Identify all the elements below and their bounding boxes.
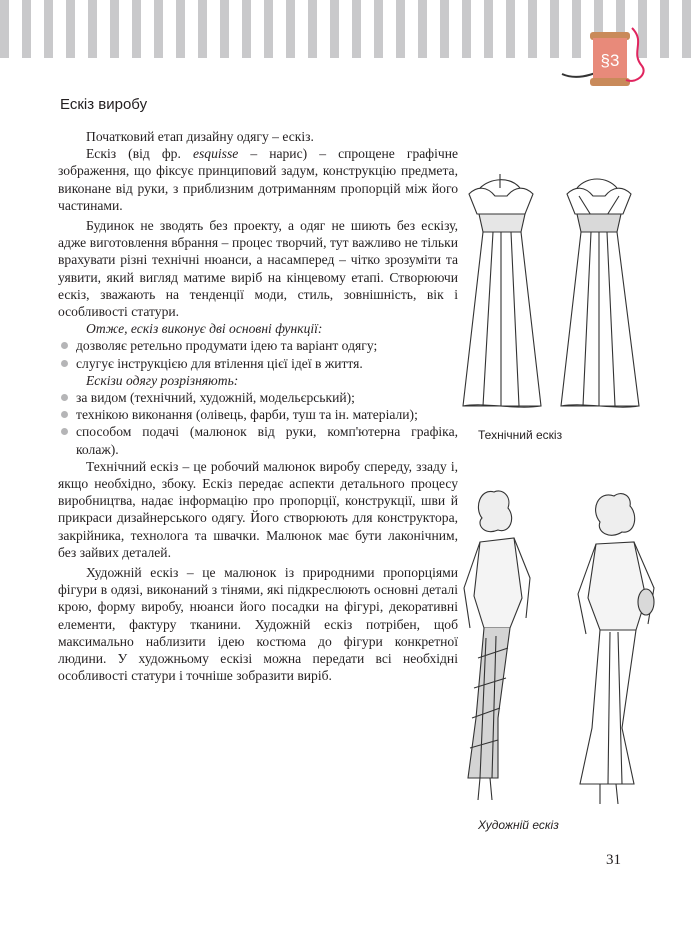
definition-paragraph: Ескіз (від фр. esquisse – нарис) – спрощене графічне зображення, що фіксує принциповий задум, конструкцію предмета, виконане від руки, з приблизним дотриманням пропорцій між його частинами. [58,146,458,213]
functions-list [58,337,458,371]
list-item: слугує інструкцією для втілення цієї ідеї в життя. [58,355,458,372]
intro-paragraph: Початковий етап дизайну одягу – ескіз. [86,129,314,144]
technical-sketch-image [455,168,665,413]
technical-sketch-paragraph: Технічний ескіз – це робочий малюнок виробу спереду, ззаду і, якщо необхідно, збоку. Ескіз передає аспекти детального процесу виробництва, надає інформацію про пропорції, конструкції, шви й прикраси дизайнерського одягу. Його створюють для конструктора, закрійника, технолога та швачки. Малюнок має бути лаконічним, без зайвих деталей. [58,458,458,560]
types-list [58,389,458,458]
list-item: за видом (технічний, художній, модельєрський); [58,389,458,406]
thread-spool-icon [560,22,650,94]
artistic-sketch-paragraph: Художній ескіз – це малюнок із природними пропорціями фігури в одязі, виконаний з тінями, які підкреслюють основні деталі крою, форму виробу, нюанси його посадки на фігурі, декоративні елементи, фактуру тканини. Художній ескіз потрібен, щоб максимально наблизити ідею костюма до фігури конкретної людини. У художньому ескізі можна передати всі необхідні особливості статури і точніше зобразити виріб. [58,565,458,684]
list-item: дозволяє ретельно продумати ідею та варіант одягу; [58,337,458,354]
technical-sketch-caption: Технічний ескіз [478,428,563,442]
functions-label: Отже, ескіз виконує дві основні функції: [86,321,323,337]
types-label: Ескізи одягу розрізняють: [86,372,239,388]
section-heading: Ескіз виробу [60,96,148,113]
artistic-sketch-image [450,478,670,808]
purpose-paragraph: Будинок не зводять без проекту, а одяг не шиють без ескізу, адже виготовлення вбрання – процес творчий, тут важливо не тільки врахувати різні технічні нюанси, а насамперед – чітко зрозуміти та уявити, який вигляд матиме виріб на кінцевому етапі. Створюючи ескіз, зважають на тенденції моди, стиль, зовнішність, вік і особливості статури. [58,218,458,320]
section-badge: §3 [600,51,620,70]
artistic-sketch-caption: Художній ескіз [478,818,559,832]
list-item: способом подачі (малюнок від руки, комп'ютерна графіка, колаж). [58,423,458,457]
page-number: 31 [606,852,621,868]
list-item: технікою виконання (олівець, фарби, туш та ін. матеріали); [58,406,458,423]
main-text [58,128,458,685]
